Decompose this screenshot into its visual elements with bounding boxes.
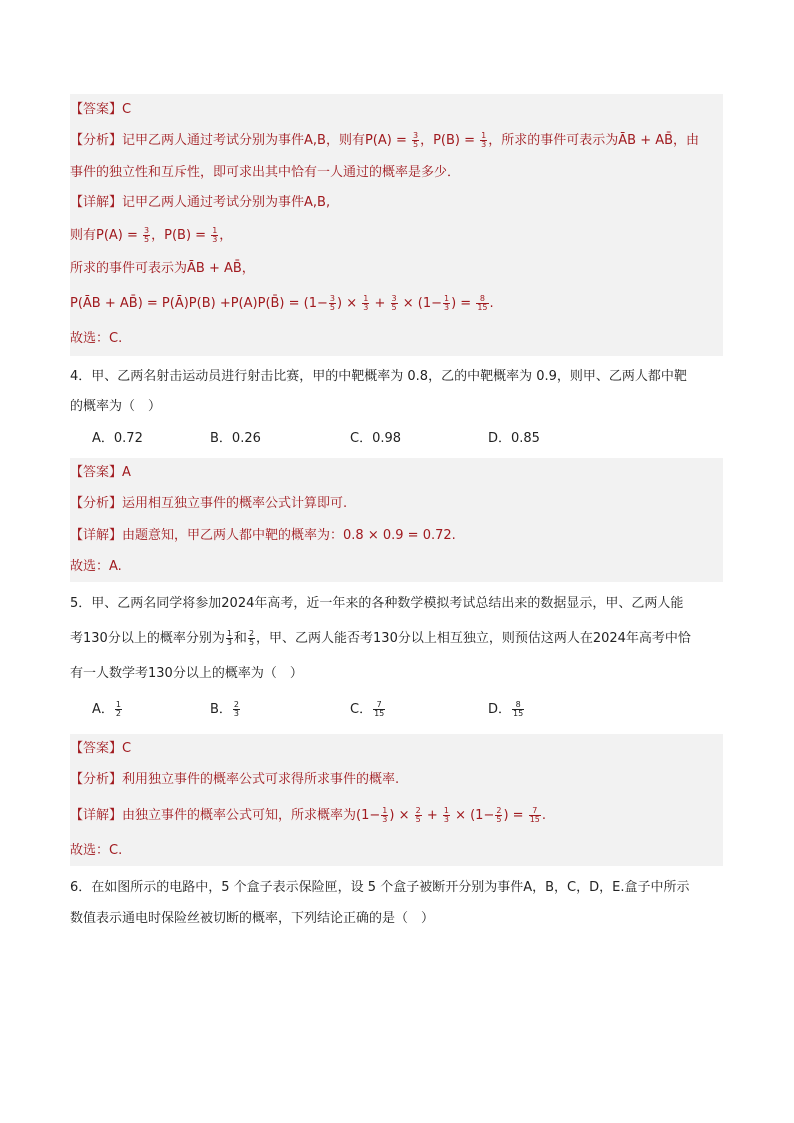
detail-tag: 【详解】 <box>70 528 123 543</box>
detail-line-3: 所求的事件可表示为ĀB + AB̄， <box>70 261 255 276</box>
detail-text: . <box>489 296 494 311</box>
analysis-text: ，P(B) = <box>420 133 480 148</box>
q5-stem-line-3: 有一人数学考130分以上的概率为（ ） <box>70 666 303 681</box>
q5-answer-line <box>70 734 723 764</box>
numerator: 1 <box>382 806 388 815</box>
detail-text: ，P(B) = <box>151 228 211 243</box>
option-label: A． <box>92 702 114 717</box>
detail-text: + <box>370 296 390 311</box>
analysis-line-1 <box>70 124 723 158</box>
detail-text: 记甲乙两人通过考试分别为事件A,B, <box>122 195 331 210</box>
q4-answer-line <box>70 458 723 488</box>
q5-detail-line <box>70 796 723 836</box>
answer-value: A <box>122 465 131 480</box>
detail-text: 由独立事件的概率公式可知，所求概率为(1− <box>122 808 381 823</box>
numerator: 3 <box>329 294 335 303</box>
denominator: 5 <box>413 140 419 149</box>
option-b[interactable] <box>210 690 350 730</box>
detail-text: 则有P(A) = <box>70 228 143 243</box>
fraction <box>226 630 233 647</box>
fraction <box>233 701 240 718</box>
q5-choose-line: 故选：C. <box>70 843 123 858</box>
fraction <box>211 227 218 244</box>
detail-tag: 【详解】 <box>70 808 123 823</box>
fraction <box>391 295 398 312</box>
option-label: D． <box>488 702 512 717</box>
fraction <box>476 295 488 312</box>
detail-text: 由题意知，甲乙两人都中靶的概率为： <box>122 528 344 543</box>
denominator: 5 <box>391 303 397 312</box>
denominator: 5 <box>415 815 421 824</box>
option-c[interactable] <box>350 690 488 730</box>
detail-formula: 0.8 × 0.9 = 0.72. <box>343 528 456 543</box>
q4-solution-block <box>70 458 723 582</box>
fraction <box>529 807 541 824</box>
numerator: 1 <box>212 226 218 235</box>
detail-line-1 <box>70 188 723 218</box>
numerator: 2 <box>233 700 240 709</box>
numerator: 3 <box>144 226 150 235</box>
detail-text: . <box>541 808 547 823</box>
option-b[interactable]: B．0.26 <box>210 431 261 446</box>
answer-tag: 【答案】 <box>70 465 123 480</box>
answer-line <box>70 96 723 124</box>
detail-text: + <box>422 808 442 823</box>
numerator: 2 <box>415 806 421 815</box>
fraction <box>381 807 388 824</box>
denominator: 3 <box>444 303 450 312</box>
q5-stem-line-2 <box>70 620 723 658</box>
numerator: 2 <box>496 806 502 815</box>
q3-solution-block <box>70 94 723 356</box>
q5-stem-line-1: 5．甲、乙两名同学将参加2024年高考，近一年来的各种数学模拟考试总结出来的数据显示，甲、乙两人能 <box>70 596 684 611</box>
detail-text: P(ĀB + AB̄) = P(Ā)P(B) +P(A)P(B̄) = (1− <box>70 296 328 311</box>
event-expression: ĀB + AB̄ <box>618 133 674 148</box>
fraction <box>480 132 487 149</box>
fraction <box>329 295 336 312</box>
q4-stem-line-1: 4．甲、乙两名射击运动员进行射击比赛，甲的中靶概率为 0.8，乙的中靶概率为 0.9，则甲、乙两人都中靶 <box>70 369 687 384</box>
numerator: 2 <box>248 629 255 638</box>
numerator: 1 <box>481 131 487 140</box>
stem-text: 和 <box>233 631 247 646</box>
denominator: 2 <box>115 709 121 718</box>
document-page <box>70 94 723 934</box>
q6-stem-line-2: 数值表示通电时保险丝被切断的概率，下列结论正确的是（ ） <box>70 911 435 926</box>
question-6 <box>70 872 723 934</box>
analysis-text: ，所求的事件可表示为 <box>488 133 619 148</box>
denominator: 3 <box>481 140 487 149</box>
analysis-text: 记甲乙两人通过考试分别为事件A,B，则有P(A) = <box>122 133 411 148</box>
detail-line-2 <box>70 218 723 254</box>
fraction <box>143 227 150 244</box>
option-label: C． <box>350 702 373 717</box>
analysis-text: 利用独立事件的概率公式可求得所求事件的概率. <box>122 772 400 787</box>
option-d[interactable]: D．0.85 <box>488 431 540 446</box>
q4-options <box>70 422 723 456</box>
option-d[interactable] <box>488 690 525 730</box>
answer-value: C <box>122 741 132 756</box>
q5-analysis-line <box>70 764 723 796</box>
fraction <box>373 701 385 718</box>
analysis-tag: 【分析】 <box>70 772 123 787</box>
question-5 <box>70 588 723 730</box>
fraction <box>415 807 422 824</box>
fraction <box>512 701 524 718</box>
answer-tag: 【答案】 <box>70 102 123 117</box>
fraction <box>412 132 419 149</box>
analysis-line-2: 事件的独立性和互斥性，即可求出其中恰有一人通过的概率是多少． <box>70 165 461 180</box>
q4-choose-line: 故选：A. <box>70 559 122 574</box>
denominator: 3 <box>226 638 232 647</box>
analysis-text: ，由 <box>673 133 700 148</box>
stem-text: ，甲、乙两人能否考130分以上相互独立，则预估这两人在2024年高考中恰 <box>256 631 691 646</box>
fraction <box>443 807 450 824</box>
numerator: 3 <box>391 294 397 303</box>
option-a[interactable] <box>92 690 210 730</box>
fraction <box>248 630 255 647</box>
option-c[interactable]: C．0.98 <box>350 431 402 446</box>
answer-value: C <box>122 102 132 117</box>
q5-options <box>70 690 723 730</box>
detail-text: × (1− <box>450 808 495 823</box>
option-label: B． <box>210 702 232 717</box>
detail-text: ) × <box>337 296 362 311</box>
analysis-tag: 【分析】 <box>70 496 123 511</box>
q4-detail-line <box>70 520 723 552</box>
numerator: 1 <box>363 294 369 303</box>
denominator: 5 <box>329 303 335 312</box>
denominator: 15 <box>513 709 524 718</box>
denominator: 5 <box>248 638 255 647</box>
fraction <box>443 295 450 312</box>
q6-stem-line-1: 6．在如图所示的电路中，5 个盒子表示保险匣，设 5 个盒子被断开分别为事件A，B，C，D，E.盒子中所示 <box>70 880 690 895</box>
option-a[interactable]: A．0.72 <box>92 431 143 446</box>
choose-line: 故选：C. <box>70 331 123 346</box>
numerator: 7 <box>529 807 541 816</box>
denominator: 3 <box>443 815 449 824</box>
detail-text: ) = <box>451 296 476 311</box>
denominator: 3 <box>382 815 388 824</box>
numerator: 1 <box>115 700 121 709</box>
fraction <box>115 701 122 718</box>
denominator: 5 <box>496 815 502 824</box>
q5-solution-block <box>70 734 723 866</box>
detail-text: ) = <box>503 808 528 823</box>
detail-tag: 【详解】 <box>70 195 123 210</box>
denominator: 15 <box>374 709 385 718</box>
question-4 <box>70 362 723 456</box>
q4-stem-line-2: 的概率为（ ） <box>70 399 162 414</box>
answer-tag: 【答案】 <box>70 741 123 756</box>
q4-analysis-line <box>70 488 723 520</box>
numerator: 1 <box>444 294 450 303</box>
denominator: 3 <box>212 235 218 244</box>
detail-line-4 <box>70 284 723 324</box>
numerator: 1 <box>443 806 449 815</box>
denominator: 5 <box>144 235 150 244</box>
detail-text: × (1− <box>398 296 442 311</box>
stem-text: 考130分以上的概率分别为 <box>70 631 225 646</box>
analysis-text: 运用相互独立事件的概率公式计算即可. <box>122 496 348 511</box>
detail-text: ， <box>219 228 233 243</box>
denominator: 3 <box>233 709 240 718</box>
denominator: 15 <box>477 303 488 312</box>
fraction <box>362 295 369 312</box>
numerator: 8 <box>476 295 488 304</box>
analysis-tag: 【分析】 <box>70 133 123 148</box>
denominator: 15 <box>529 815 540 824</box>
denominator: 3 <box>363 303 369 312</box>
numerator: 7 <box>373 701 385 710</box>
detail-text: ) × <box>389 808 414 823</box>
numerator: 8 <box>512 701 524 710</box>
numerator: 3 <box>413 131 419 140</box>
numerator: 1 <box>226 629 232 638</box>
fraction <box>495 807 502 824</box>
